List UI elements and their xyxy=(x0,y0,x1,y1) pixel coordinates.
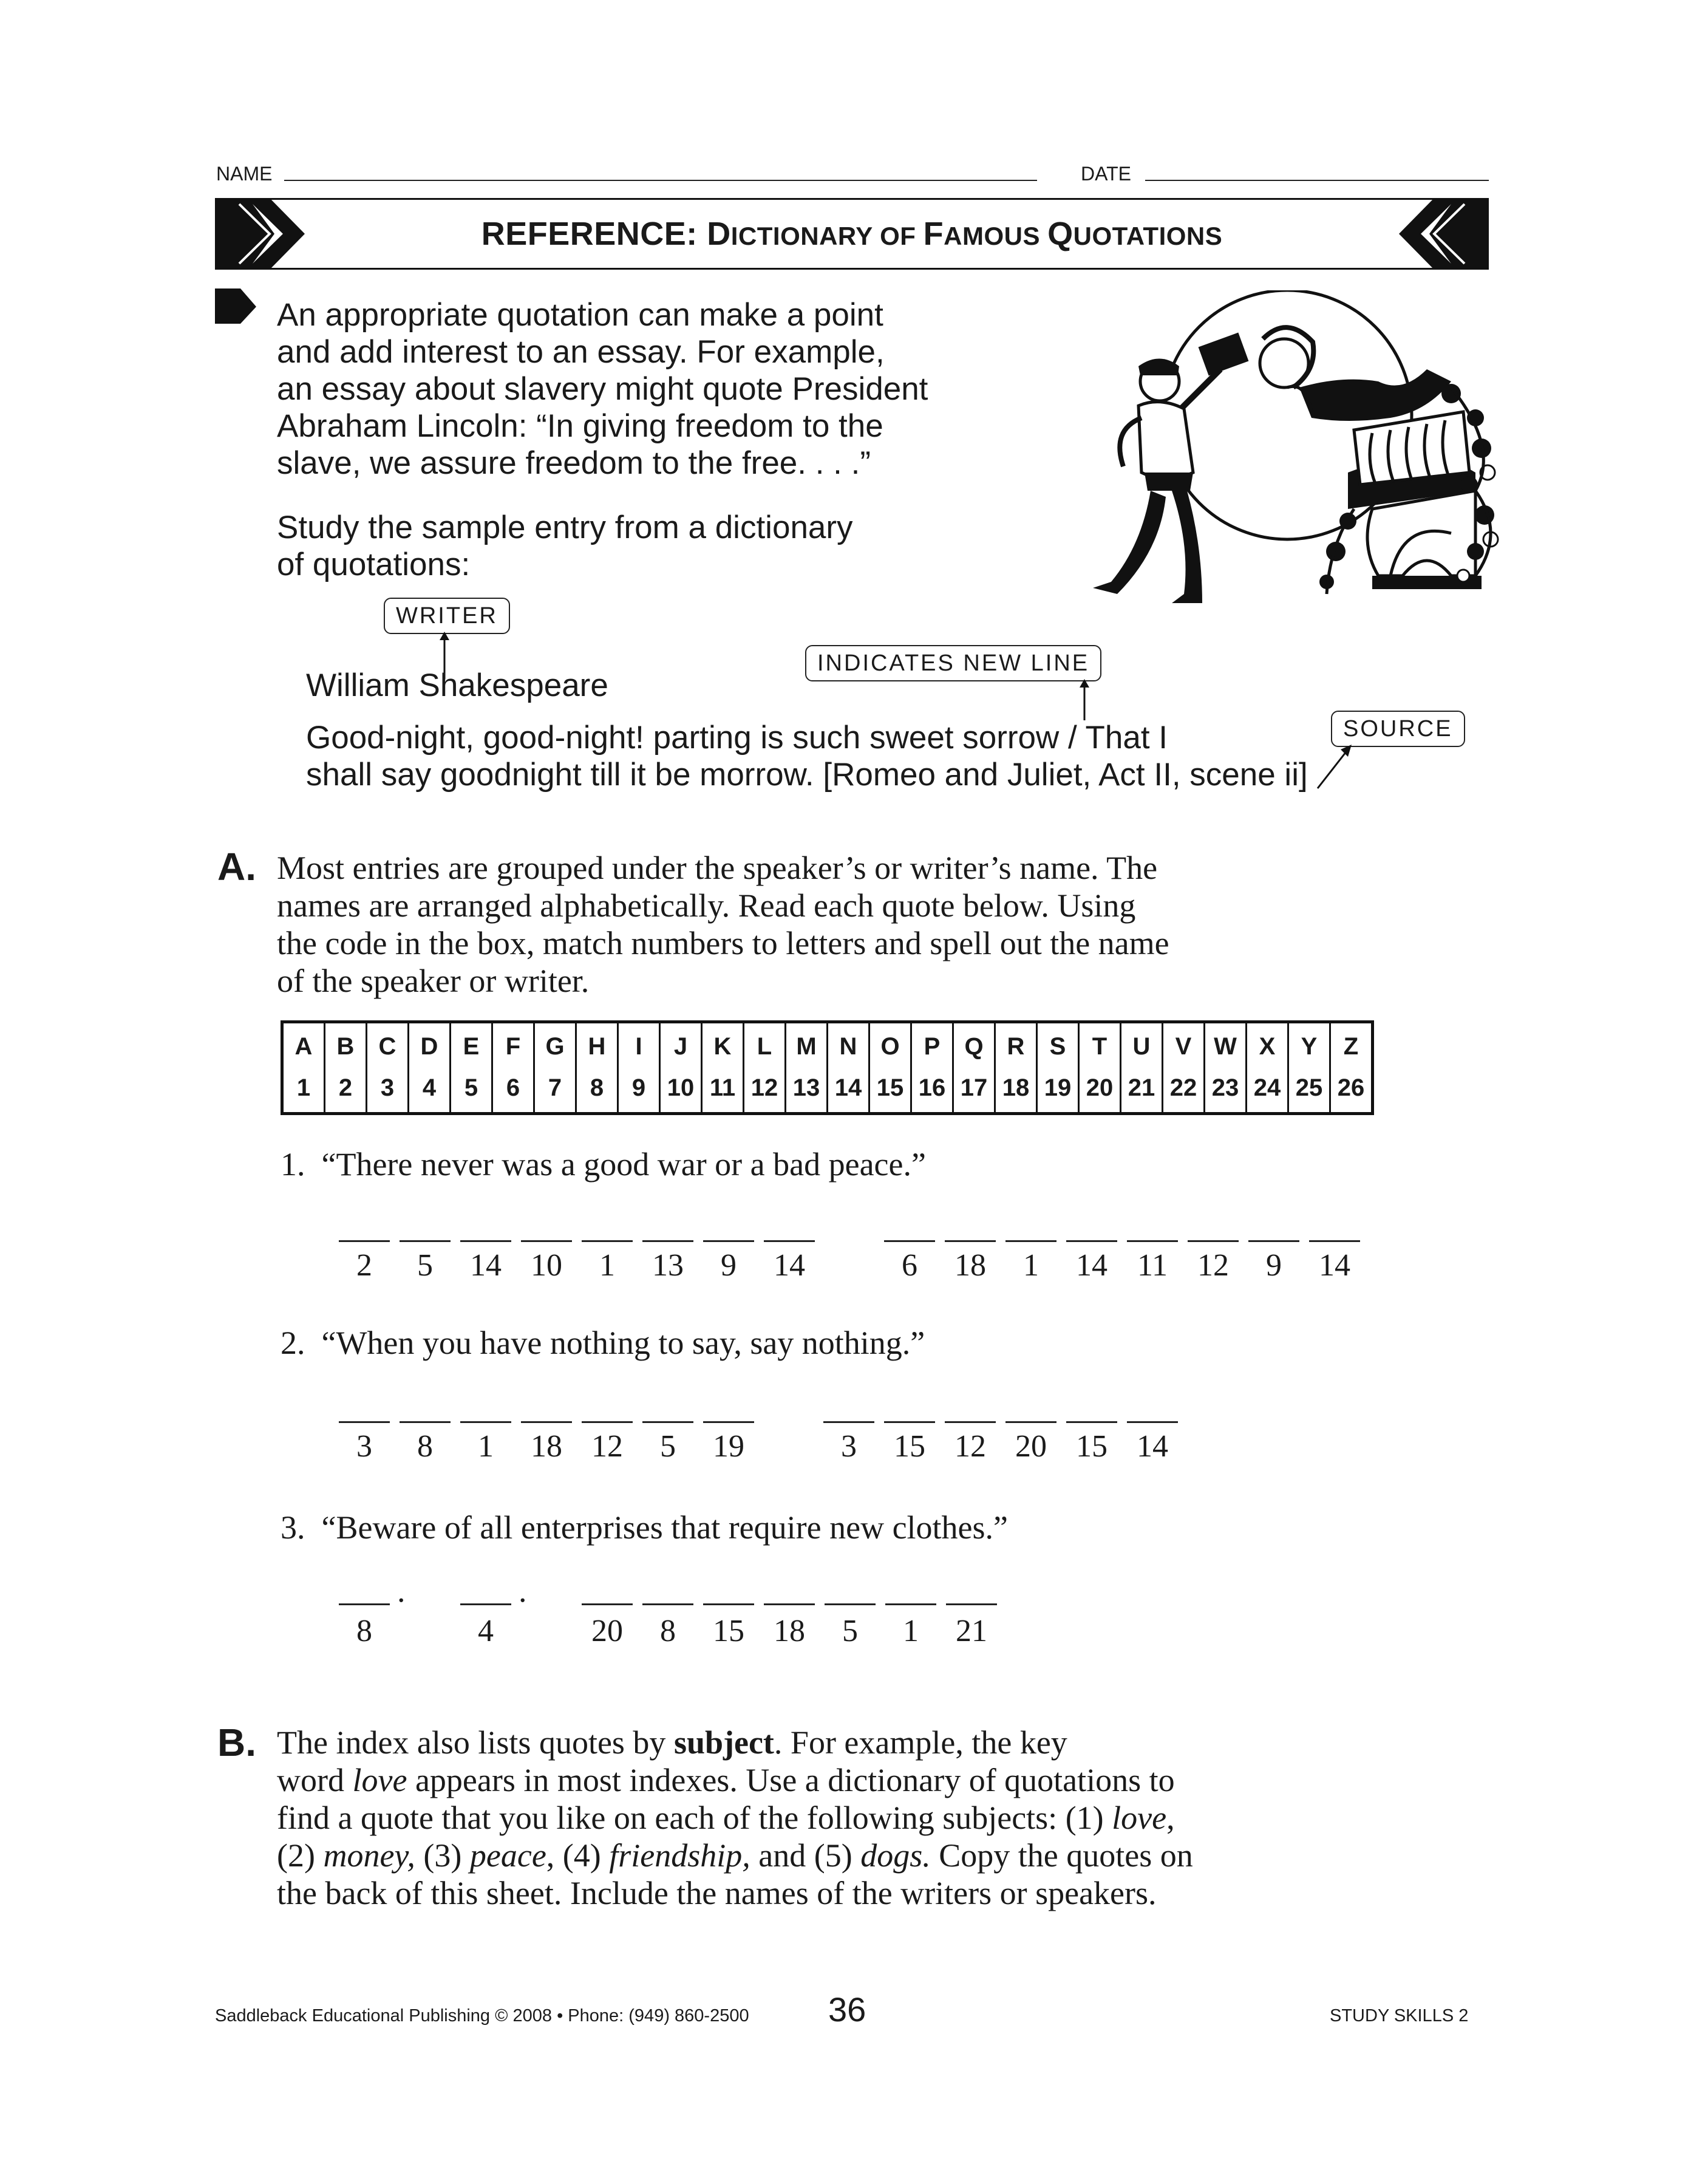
code-number-label: 15 xyxy=(1076,1429,1107,1464)
answer-blank[interactable] xyxy=(703,1240,754,1242)
study-instruction: Study the sample entry from a dictionary of quotations: xyxy=(277,510,853,582)
code-number-label: 18 xyxy=(531,1429,562,1464)
code-number-cell: 3 xyxy=(367,1067,409,1114)
answer-blank[interactable] xyxy=(823,1421,874,1423)
answer-blank[interactable] xyxy=(1248,1240,1299,1242)
answer-blank[interactable] xyxy=(1188,1240,1239,1242)
code-number-cell: 23 xyxy=(1205,1067,1247,1114)
code-number-label: 12 xyxy=(954,1429,986,1464)
code-number-cell: 13 xyxy=(786,1067,828,1114)
code-number-label: 12 xyxy=(1197,1248,1229,1283)
intro-paragraph: An appropriate quotation can make a point and add interest to an essay. For example, an essay about slavery might quote President Abraham Lincoln: “In giving freedom to the slave, we assure freedom to the free. . . .” xyxy=(277,297,928,481)
answer-blank[interactable] xyxy=(764,1603,815,1605)
code-number-cell: 9 xyxy=(618,1067,660,1114)
initial-period: . xyxy=(397,1572,406,1609)
name-label: NAME xyxy=(216,163,273,185)
answer-blank[interactable] xyxy=(1005,1240,1056,1242)
answer-blank[interactable] xyxy=(764,1240,815,1242)
pointer-arrow-icon xyxy=(215,288,257,325)
code-number-label: 6 xyxy=(902,1248,917,1283)
name-field-line[interactable] xyxy=(284,180,1037,181)
code-letter-cell: Y xyxy=(1288,1022,1330,1068)
code-number-cell: 12 xyxy=(744,1067,786,1114)
answer-blank[interactable] xyxy=(703,1421,754,1423)
code-number-label: 9 xyxy=(721,1248,737,1283)
code-number-label: 5 xyxy=(417,1248,433,1283)
code-number-cell: 8 xyxy=(576,1067,618,1114)
code-number-cell: 11 xyxy=(702,1067,744,1114)
answer-blank[interactable] xyxy=(460,1603,511,1605)
code-number-cell: 25 xyxy=(1288,1067,1330,1114)
code-number-label: 8 xyxy=(660,1614,676,1648)
answer-blank[interactable] xyxy=(521,1240,572,1242)
code-number-label: 14 xyxy=(774,1248,805,1283)
code-number-cell: 4 xyxy=(409,1067,451,1114)
new-line-arrow-icon xyxy=(1077,679,1092,722)
date-field-line[interactable] xyxy=(1145,180,1489,181)
code-letter-cell: E xyxy=(451,1022,492,1068)
code-number-cell: 26 xyxy=(1330,1067,1373,1114)
question-2-quote: 2. “When you have nothing to say, say nothing.” xyxy=(281,1325,925,1361)
answer-blank[interactable] xyxy=(885,1603,936,1605)
answer-blank[interactable] xyxy=(642,1421,693,1423)
code-number-label: 1 xyxy=(478,1429,494,1464)
code-number-cell: 10 xyxy=(660,1067,702,1114)
date-label: DATE xyxy=(1081,163,1131,185)
code-number-label: 10 xyxy=(531,1248,562,1283)
code-letter-cell: O xyxy=(869,1022,911,1068)
code-letter-cell: D xyxy=(409,1022,451,1068)
answer-blank[interactable] xyxy=(582,1421,633,1423)
code-number-cell: 21 xyxy=(1121,1067,1163,1114)
code-letter-cell: P xyxy=(911,1022,953,1068)
code-numbers-row xyxy=(282,1067,1373,1114)
code-letter-cell: X xyxy=(1247,1022,1288,1068)
code-letter-cell: J xyxy=(660,1022,702,1068)
romeo-juliet-balcony-illustration xyxy=(1087,290,1506,618)
section-a-instructions: Most entries are grouped under the speaker’s or writer’s name. The names are arranged alphabetically. Read each quote below. Using the code in the box, match numbers to letters and spell out the name of the speaker or writer. xyxy=(277,850,1169,999)
section-b-letter: B. xyxy=(217,1721,256,1764)
answer-blank[interactable] xyxy=(339,1240,390,1242)
sample-quote-line-2: shall say goodnight till it be morrow. [Romeo and Juliet, Act II, scene ii] xyxy=(306,757,1308,793)
code-number-label: 1 xyxy=(1023,1248,1039,1283)
code-letter-cell: Z xyxy=(1330,1022,1373,1068)
code-number-label: 20 xyxy=(1015,1429,1047,1464)
answer-blank[interactable] xyxy=(642,1240,693,1242)
code-letter-cell: K xyxy=(702,1022,744,1068)
code-number-label: 5 xyxy=(842,1614,858,1648)
answer-blank[interactable] xyxy=(339,1603,390,1605)
code-number-label: 11 xyxy=(1137,1248,1168,1283)
code-number-cell: 19 xyxy=(1037,1067,1079,1114)
code-number-label: 18 xyxy=(774,1614,805,1648)
answer-blank[interactable] xyxy=(945,1421,996,1423)
code-letter-cell: A xyxy=(282,1022,325,1068)
code-number-label: 12 xyxy=(591,1429,623,1464)
section-a-letter: A. xyxy=(217,845,256,889)
code-number-label: 8 xyxy=(356,1614,372,1648)
footer-series: STUDY SKILLS 2 xyxy=(1330,2006,1469,2026)
code-letter-cell: I xyxy=(618,1022,660,1068)
code-number-label: 14 xyxy=(470,1248,502,1283)
answer-blank[interactable] xyxy=(1309,1240,1360,1242)
answer-blank[interactable] xyxy=(642,1603,693,1605)
code-letter-cell: V xyxy=(1163,1022,1205,1068)
code-number-label: 1 xyxy=(903,1614,919,1648)
code-number-cell: 2 xyxy=(325,1067,367,1114)
code-letter-cell: W xyxy=(1205,1022,1247,1068)
answer-blank[interactable] xyxy=(339,1421,390,1423)
answer-blank[interactable] xyxy=(1127,1240,1178,1242)
answer-blank[interactable] xyxy=(582,1240,633,1242)
code-number-cell: 6 xyxy=(492,1067,534,1114)
code-number-cell: 16 xyxy=(911,1067,953,1114)
code-number-label: 19 xyxy=(713,1429,744,1464)
code-number-cell: 7 xyxy=(534,1067,576,1114)
code-number-label: 18 xyxy=(954,1248,986,1283)
code-number-cell: 20 xyxy=(1079,1067,1121,1114)
code-letter-cell: Q xyxy=(953,1022,995,1068)
code-number-label: 1 xyxy=(599,1248,615,1283)
code-number-label: 14 xyxy=(1076,1248,1107,1283)
code-letter-cell: N xyxy=(828,1022,869,1068)
answer-blank[interactable] xyxy=(1005,1421,1056,1423)
section-b-instructions: The index also lists quotes by subject. For example, the key word love appears in most indexes. Use a dictionary of quotations to find a quote that you like on each of the following subjects: (1) love, (2) money, (3) peace, (4) friendship, and (5) dogs. Copy the quotes on the back of this sheet. Include the names of the writers or speakers. xyxy=(277,1724,1193,1911)
code-letter-cell: R xyxy=(995,1022,1037,1068)
answer-blank[interactable] xyxy=(946,1603,997,1605)
code-number-label: 14 xyxy=(1319,1248,1350,1283)
code-number-cell: 24 xyxy=(1247,1067,1288,1114)
code-letter-cell: T xyxy=(1079,1022,1121,1068)
answer-blank[interactable] xyxy=(825,1603,876,1605)
answer-blank[interactable] xyxy=(400,1421,451,1423)
code-number-cell: 18 xyxy=(995,1067,1037,1114)
answer-blank[interactable] xyxy=(1066,1421,1117,1423)
answer-blank[interactable] xyxy=(582,1603,633,1605)
answer-blank[interactable] xyxy=(1066,1240,1117,1242)
answer-blank[interactable] xyxy=(1127,1421,1178,1423)
page-number: 36 xyxy=(828,1990,866,2029)
code-number-cell: 17 xyxy=(953,1067,995,1114)
code-letter-cell: G xyxy=(534,1022,576,1068)
answer-blank[interactable] xyxy=(521,1421,572,1423)
code-letter-cell: U xyxy=(1121,1022,1163,1068)
code-number-label: 9 xyxy=(1266,1248,1282,1283)
code-letter-cell: L xyxy=(744,1022,786,1068)
writer-tag: WRITER xyxy=(384,598,510,634)
code-letter-cell: B xyxy=(325,1022,367,1068)
code-number-label: 15 xyxy=(713,1614,744,1648)
question-3-quote: 3. “Beware of all enterprises that require new clothes.” xyxy=(281,1509,1008,1546)
code-letter-cell: C xyxy=(367,1022,409,1068)
code-number-cell: 1 xyxy=(282,1067,325,1114)
code-number-label: 3 xyxy=(356,1429,372,1464)
new-line-tag: INDICATES NEW LINE xyxy=(805,645,1101,681)
answer-blank[interactable] xyxy=(400,1240,451,1242)
answer-blank[interactable] xyxy=(884,1240,935,1242)
answer-blank[interactable] xyxy=(460,1421,511,1423)
sample-author: William Shakespeare xyxy=(306,667,608,703)
letter-number-code-table xyxy=(281,1020,1374,1115)
code-letter-cell: M xyxy=(786,1022,828,1068)
code-number-label: 5 xyxy=(660,1429,676,1464)
code-number-label: 4 xyxy=(478,1614,494,1648)
answer-blank[interactable] xyxy=(884,1421,935,1423)
code-number-label: 20 xyxy=(591,1614,623,1648)
code-number-label: 14 xyxy=(1137,1429,1168,1464)
answer-blank[interactable] xyxy=(703,1603,754,1605)
code-number-label: 2 xyxy=(356,1248,372,1283)
question-1-quote: 1. “There never was a good war or a bad peace.” xyxy=(281,1146,926,1183)
code-letter-cell: S xyxy=(1037,1022,1079,1068)
page-title: REFERENCE: DICTIONARY OF FAMOUS QUOTATIONS xyxy=(481,216,1223,252)
code-letter-cell: F xyxy=(492,1022,534,1068)
code-letters-row xyxy=(282,1022,1373,1068)
sample-quote-line-1: Good-night, good-night! parting is such sweet sorrow / That I xyxy=(306,720,1168,756)
code-number-label: 15 xyxy=(894,1429,925,1464)
code-number-cell: 22 xyxy=(1163,1067,1205,1114)
code-number-label: 8 xyxy=(417,1429,433,1464)
code-number-label: 13 xyxy=(652,1248,684,1283)
source-arrow-icon xyxy=(1314,742,1356,791)
code-letter-cell: H xyxy=(576,1022,618,1068)
code-number-cell: 15 xyxy=(869,1067,911,1114)
code-number-cell: 14 xyxy=(828,1067,869,1114)
source-tag: SOURCE xyxy=(1331,711,1465,747)
code-number-cell: 5 xyxy=(451,1067,492,1114)
answer-blank[interactable] xyxy=(945,1240,996,1242)
code-number-label: 3 xyxy=(841,1429,857,1464)
answer-blank[interactable] xyxy=(460,1240,511,1242)
footer-publisher: Saddleback Educational Publishing © 2008 • Phone: (949) 860-2500 xyxy=(215,2006,749,2026)
title-banner xyxy=(215,198,1489,270)
code-number-label: 21 xyxy=(956,1614,987,1648)
initial-period: . xyxy=(519,1572,527,1609)
